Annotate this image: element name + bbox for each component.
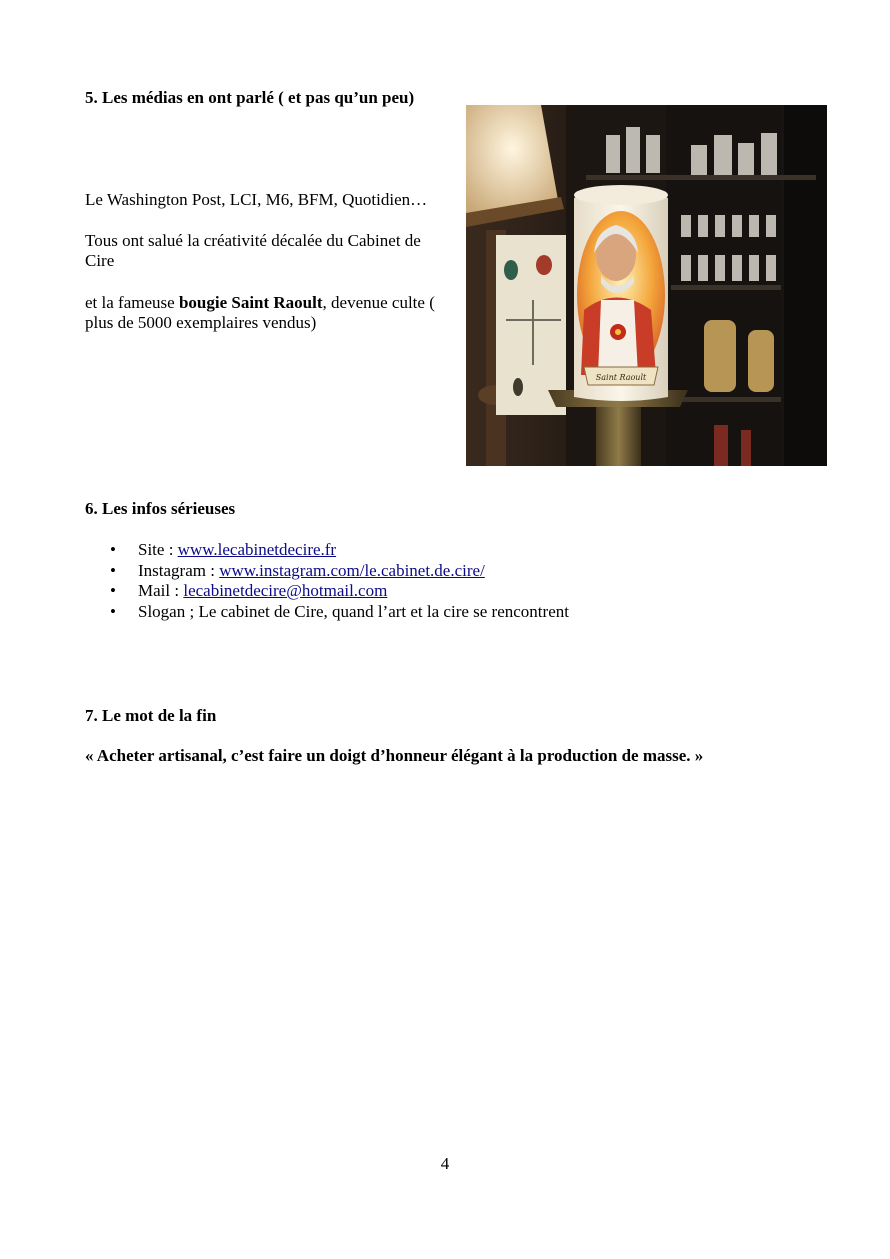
bullet: • — [110, 560, 116, 580]
info-list — [110, 540, 569, 622]
site-link[interactable]: www.lecabinetdecire.fr — [177, 540, 337, 559]
instagram-label: Instagram : — [138, 560, 220, 580]
candle-label: Saint Raoult — [595, 373, 647, 382]
media-list-line: Le Washington Post, LCI, M6, BFM, Quotidien… — [85, 190, 428, 209]
list-item-mail — [110, 581, 569, 602]
slogan-text: Slogan ; Le cabinet de Cire, quand l’art et la cire se rencontrent — [138, 601, 569, 621]
section7-heading: 7. Le mot de la fin — [85, 706, 217, 725]
bullet: • — [110, 601, 116, 621]
section5-heading: 5. Les médias en ont parlé ( et pas qu’un peu) — [85, 88, 415, 107]
mail-link[interactable]: lecabinetdecire@hotmail.com — [183, 581, 388, 600]
section6-heading: 6. Les infos sérieuses — [85, 499, 236, 518]
bullet: • — [110, 540, 116, 559]
closing-quote: « Acheter artisanal, c’est faire un doigt d’honneur élégant à la production de masse. » — [85, 746, 704, 765]
list-item-instagram — [110, 561, 569, 582]
mail-label: Mail : — [138, 581, 184, 600]
candle-paragraph — [85, 293, 455, 333]
candle-name: bougie Saint Raoult — [178, 293, 323, 312]
creativity-paragraph: Tous ont salué la créativité décalée du Cabinet de Cire — [85, 231, 421, 270]
page-number: 4 — [440, 1154, 450, 1173]
list-item-slogan — [110, 602, 569, 623]
instagram-link[interactable]: www.instagram.com/le.cabinet.de.cire/ — [219, 560, 485, 580]
candle-paragraph-post: , devenue culte ( plus de 5000 exemplaires vendus) — [85, 293, 435, 332]
bullet: • — [110, 581, 116, 600]
candle-photo — [466, 105, 827, 466]
site-label: Site : — [138, 540, 178, 559]
list-item-site — [110, 540, 569, 561]
candle-paragraph-pre: et la fameuse — [85, 293, 179, 312]
